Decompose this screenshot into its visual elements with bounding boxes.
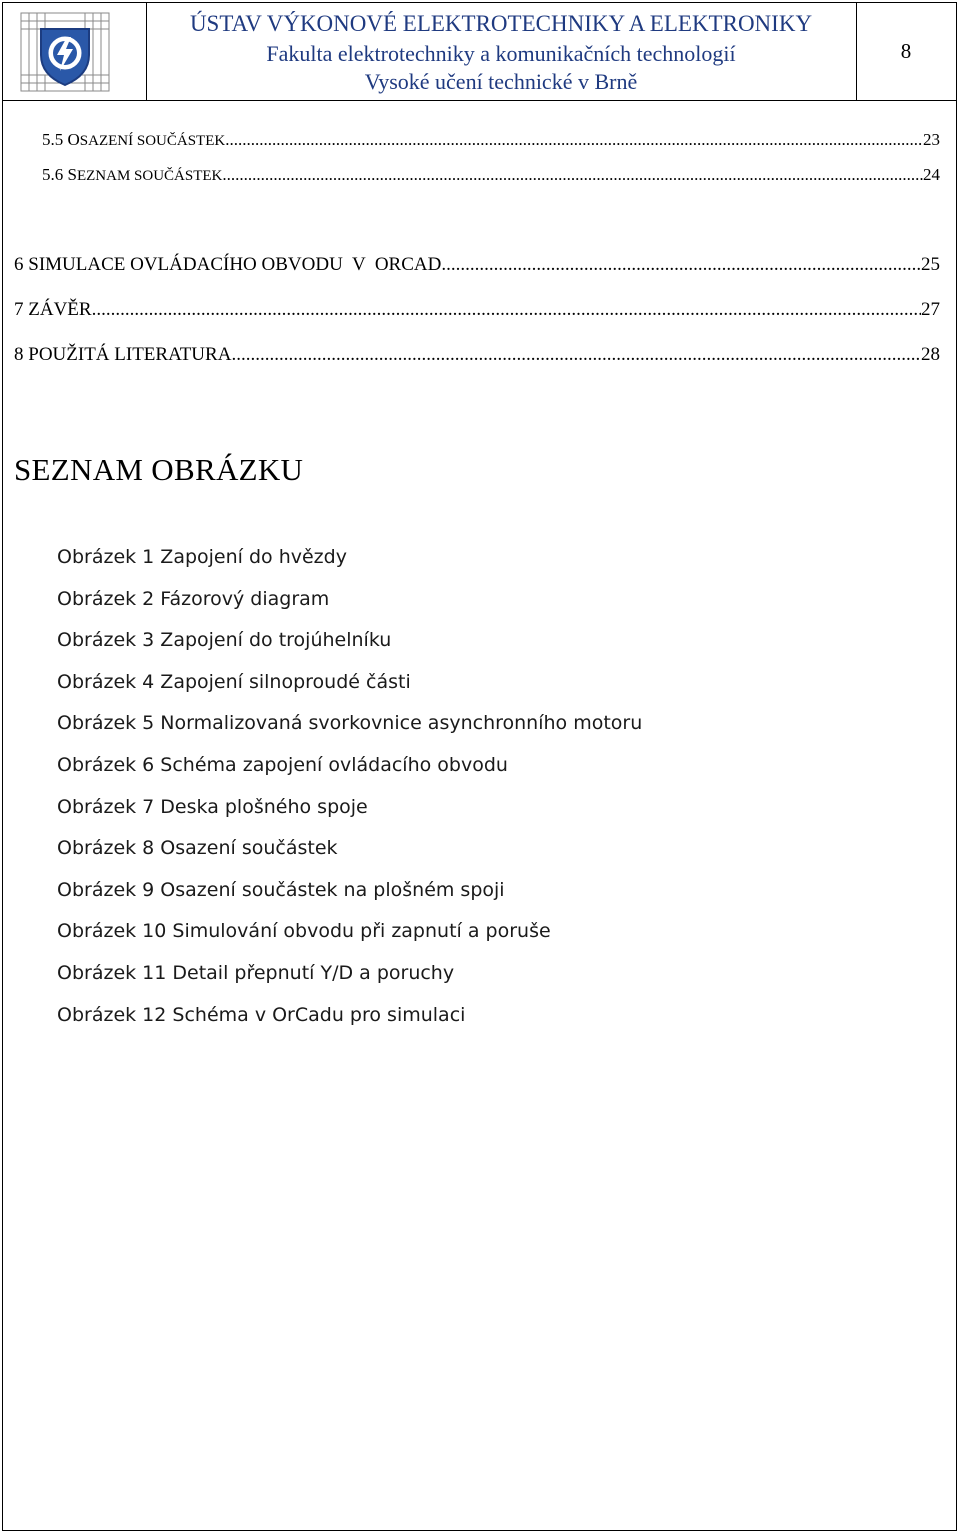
logo-cell (3, 3, 147, 100)
toc-entry-label: 5.6 SEZNAM SOUČÁSTEK (42, 165, 223, 184)
figure-list-item[interactable]: Obrázek 9 Osazení součástek na plošném spoji (57, 878, 505, 901)
university-shield-lightning-logo (3, 3, 146, 100)
toc-entry-page: 27 (921, 299, 940, 320)
toc-entry-page: 28 (921, 344, 940, 365)
toc-leader-dots (231, 344, 921, 366)
page-header (2, 2, 957, 101)
faculty-name: Fakulta elektrotechniky a komunikačních technologií (266, 41, 736, 66)
figure-list-item[interactable]: Obrázek 4 Zapojení silnoproudé části (57, 670, 411, 693)
toc-entry-page: 25 (921, 254, 940, 275)
figure-list-item[interactable]: Obrázek 11 Detail přepnutí Y/D a poruchy (57, 961, 455, 984)
toc-entry-label: 5.5 OSAZENÍ SOUČÁSTEK (42, 130, 226, 149)
institute-name: ÚSTAV VÝKONOVÉ ELEKTROTECHNIKY A ELEKTRONIKY (189, 11, 813, 36)
toc-entry-label: 6 SIMULACE OVLÁDACÍHO OBVODU V ORCAD (14, 254, 442, 275)
toc-entry-label: 8 POUŽITÁ LITERATURA (14, 344, 232, 365)
toc-leader-dots (92, 299, 921, 321)
toc-entry[interactable] (42, 130, 940, 150)
figure-list-item[interactable]: Obrázek 8 Osazení součástek (57, 837, 338, 860)
toc-entry-label: 7 ZÁVĚR (14, 299, 92, 320)
page-number: 8 (900, 39, 912, 63)
figure-list-item[interactable]: Obrázek 2 Fázorový diagram (57, 587, 330, 610)
figure-list-item[interactable]: Obrázek 12 Schéma v OrCadu pro simulaci (57, 1003, 466, 1026)
toc-leader-dots (441, 254, 921, 276)
university-name: Vysoké učení technické v Brně (364, 69, 638, 94)
toc-entry[interactable] (42, 165, 940, 185)
figure-list-item[interactable]: Obrázek 7 Deska plošného spoje (57, 795, 368, 818)
figure-list-item[interactable]: Obrázek 3 Zapojení do trojúhelníku (57, 629, 392, 652)
header-title-block (146, 3, 857, 100)
figure-list-item[interactable]: Obrázek 5 Normalizovaná svorkovnice asynchronního motoru (57, 712, 643, 735)
figure-list-item[interactable]: Obrázek 10 Simulování obvodu při zapnutí a poruše (57, 920, 551, 943)
figures-section-title: SEZNAM OBRÁZKU (14, 452, 304, 487)
figures-list (57, 544, 642, 1043)
toc-entry-page: 23 (923, 130, 940, 149)
figure-list-item[interactable]: Obrázek 6 Schéma zapojení ovládacího obvodu (57, 753, 508, 776)
toc-entry[interactable] (14, 254, 940, 276)
toc-entry[interactable] (14, 344, 940, 366)
toc-entry-page: 24 (923, 165, 940, 184)
toc-leader-dots (225, 130, 923, 150)
toc-leader-dots (222, 165, 923, 185)
toc-entry[interactable] (14, 299, 940, 321)
figure-list-item[interactable]: Obrázek 1 Zapojení do hvězdy (57, 546, 347, 568)
